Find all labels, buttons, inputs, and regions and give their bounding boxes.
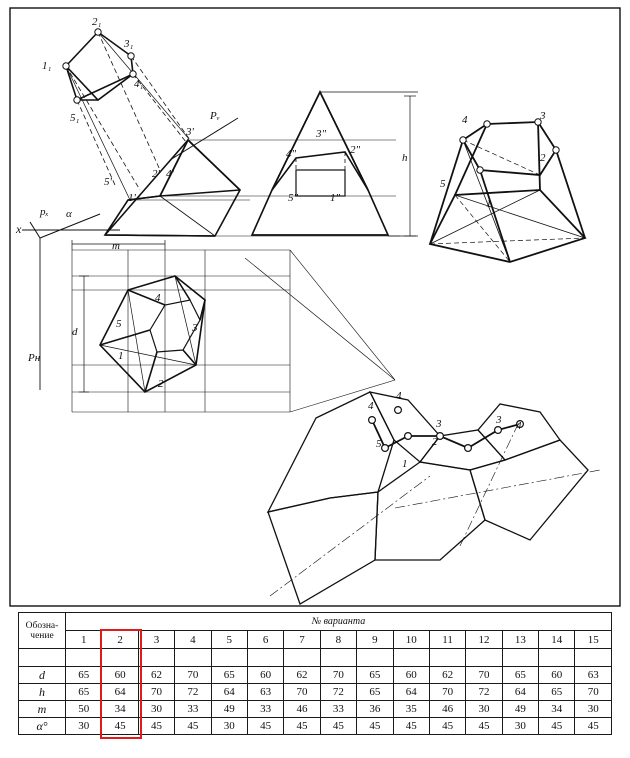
label-axo-2: 2 <box>540 152 546 164</box>
cell-d-3: 62 <box>138 667 174 684</box>
label-3prime: 3' <box>186 126 194 138</box>
label-pv: Pᵥ <box>210 110 220 122</box>
cell-alpha-15: 45 <box>575 718 612 735</box>
label-axo-5: 5 <box>440 178 446 190</box>
col-head-4: 4 <box>175 631 211 649</box>
cell-h-11: 70 <box>429 684 465 701</box>
cell-h-1: 65 <box>66 684 102 701</box>
label-3dprime: 3" <box>316 128 327 140</box>
spacer-5 <box>211 649 247 667</box>
label-5dprime: 5" <box>288 192 299 204</box>
cell-d-5: 65 <box>211 667 247 684</box>
variant-table-container <box>18 612 612 752</box>
cell-d-14: 60 <box>539 667 575 684</box>
cell-m-10: 35 <box>393 701 429 718</box>
cell-h-13: 64 <box>502 684 538 701</box>
cell-alpha-13: 30 <box>502 718 538 735</box>
label-2dprime: 2" <box>350 144 361 156</box>
col-head-7: 7 <box>284 631 320 649</box>
cell-m-2: 34 <box>102 701 138 718</box>
col-head-8: 8 <box>320 631 356 649</box>
cell-h-10: 64 <box>393 684 429 701</box>
table-row-h <box>19 684 612 701</box>
col-head-2: 2 <box>102 631 138 649</box>
label-dim-m: m <box>112 240 120 252</box>
table-row-d <box>19 667 612 684</box>
cell-h-14: 65 <box>539 684 575 701</box>
label-plan-1: 1 <box>118 350 124 362</box>
cell-h-5: 64 <box>211 684 247 701</box>
row-label-h: h <box>19 684 66 701</box>
cell-d-8: 70 <box>320 667 356 684</box>
col-head-1: 1 <box>66 631 102 649</box>
cell-h-12: 72 <box>466 684 502 701</box>
label-3sub1: 3₁ <box>124 38 134 50</box>
col-head-6: 6 <box>247 631 283 649</box>
cell-m-11: 46 <box>429 701 465 718</box>
span-header: № варианта <box>66 613 612 631</box>
cell-alpha-4: 45 <box>175 718 211 735</box>
cell-h-15: 70 <box>575 684 612 701</box>
cell-alpha-2: 45 <box>102 718 138 735</box>
cell-h-6: 63 <box>247 684 283 701</box>
row-label-alpha: α° <box>19 718 66 735</box>
label-x-axis: x <box>16 222 22 236</box>
spacer-12 <box>466 649 502 667</box>
spacer-1 <box>66 649 102 667</box>
label-4prime: 4' <box>166 168 174 180</box>
col-head-15: 15 <box>575 631 612 649</box>
spacer-7 <box>284 649 320 667</box>
label-5prime: 5' <box>104 176 112 188</box>
spacer-4 <box>175 649 211 667</box>
table-header-row <box>19 613 612 631</box>
label-alpha: α <box>66 208 72 220</box>
spacer-8 <box>320 649 356 667</box>
label-1prime: 1' <box>128 192 136 204</box>
label-1dprime: 1" <box>330 192 341 204</box>
label-2prime: 2' <box>152 168 160 180</box>
label-axo-4: 4 <box>462 114 468 126</box>
label-4dprime: 4" <box>286 148 297 160</box>
col-head-9: 9 <box>357 631 393 649</box>
label-axo-3: 3 <box>540 110 546 122</box>
corner-header-line1: Обозна- <box>25 620 59 631</box>
cell-m-8: 33 <box>320 701 356 718</box>
cell-d-6: 60 <box>247 667 283 684</box>
cell-d-9: 65 <box>357 667 393 684</box>
cell-alpha-3: 45 <box>138 718 174 735</box>
cell-m-1: 50 <box>66 701 102 718</box>
corner-header <box>19 613 66 649</box>
table-row-alpha <box>19 718 612 735</box>
label-dev-3b: 3 <box>496 414 502 426</box>
spacer-13 <box>502 649 538 667</box>
cell-alpha-6: 45 <box>247 718 283 735</box>
cell-m-15: 30 <box>575 701 612 718</box>
col-head-11: 11 <box>429 631 465 649</box>
spacer-6 <box>247 649 283 667</box>
col-head-12: 12 <box>466 631 502 649</box>
spacer-11 <box>429 649 465 667</box>
label-plan-4: 4 <box>155 292 161 304</box>
spacer-10 <box>393 649 429 667</box>
cell-m-12: 30 <box>466 701 502 718</box>
cell-m-4: 33 <box>175 701 211 718</box>
cell-d-10: 60 <box>393 667 429 684</box>
corner-header-line2: чение <box>30 630 54 641</box>
col-head-14: 14 <box>539 631 575 649</box>
row-label-m: m <box>19 701 66 718</box>
cell-m-14: 34 <box>539 701 575 718</box>
label-5sub1: 5₁ <box>70 112 80 124</box>
cell-h-3: 70 <box>138 684 174 701</box>
label-dim-h: h <box>402 152 408 164</box>
cell-h-9: 65 <box>357 684 393 701</box>
table-row-m <box>19 701 612 718</box>
cell-alpha-14: 45 <box>539 718 575 735</box>
label-axo-1: 1 <box>486 198 492 210</box>
cell-d-1: 65 <box>66 667 102 684</box>
label-dev-4c: 4 <box>516 420 522 432</box>
table-spacer-row <box>19 649 612 667</box>
cell-m-5: 49 <box>211 701 247 718</box>
col-head-5: 5 <box>211 631 247 649</box>
col-head-10: 10 <box>393 631 429 649</box>
spacer-14 <box>539 649 575 667</box>
cell-d-12: 70 <box>466 667 502 684</box>
variant-table <box>18 612 612 735</box>
label-dev-2: 2 <box>432 436 438 448</box>
cell-d-13: 65 <box>502 667 538 684</box>
label-plan-3: 3 <box>192 322 198 334</box>
cell-h-2: 64 <box>102 684 138 701</box>
cell-m-6: 33 <box>247 701 283 718</box>
cell-h-7: 70 <box>284 684 320 701</box>
cell-d-4: 70 <box>175 667 211 684</box>
label-dev-4a: 4 <box>368 400 374 412</box>
label-dev-4b: 4 <box>396 390 402 402</box>
col-head-13: 13 <box>502 631 538 649</box>
cell-alpha-9: 45 <box>357 718 393 735</box>
label-2sub1: 2₁ <box>92 16 102 28</box>
label-dim-d: d <box>72 326 78 338</box>
cell-alpha-11: 45 <box>429 718 465 735</box>
cell-d-2: 60 <box>102 667 138 684</box>
label-1sub1: 1₁ <box>42 60 52 72</box>
spacer-label <box>19 649 66 667</box>
label-dev-1: 1 <box>402 458 408 470</box>
spacer-9 <box>357 649 393 667</box>
spacer-15 <box>575 649 612 667</box>
cell-m-3: 30 <box>138 701 174 718</box>
label-px: pₓ <box>40 206 49 218</box>
cell-alpha-10: 45 <box>393 718 429 735</box>
col-head-3: 3 <box>138 631 174 649</box>
row-label-d: d <box>19 667 66 684</box>
cell-m-13: 49 <box>502 701 538 718</box>
label-dev-3a: 3 <box>436 418 442 430</box>
label-pn: Pн <box>28 352 41 364</box>
label-dev-5: 5 <box>376 438 382 450</box>
label-plan-5: 5 <box>116 318 122 330</box>
cell-alpha-1: 30 <box>66 718 102 735</box>
cell-d-11: 62 <box>429 667 465 684</box>
cell-alpha-8: 45 <box>320 718 356 735</box>
cell-m-9: 36 <box>357 701 393 718</box>
cell-d-15: 63 <box>575 667 612 684</box>
label-4sub1: 4₁ <box>134 78 144 90</box>
table-column-numbers-row <box>19 631 612 649</box>
label-plan-2: 2 <box>158 378 164 390</box>
spacer-2 <box>102 649 138 667</box>
cell-alpha-7: 45 <box>284 718 320 735</box>
cell-h-8: 72 <box>320 684 356 701</box>
cell-h-4: 72 <box>175 684 211 701</box>
cell-alpha-12: 45 <box>466 718 502 735</box>
cell-alpha-5: 30 <box>211 718 247 735</box>
spacer-3 <box>138 649 174 667</box>
cell-m-7: 46 <box>284 701 320 718</box>
cell-d-7: 62 <box>284 667 320 684</box>
